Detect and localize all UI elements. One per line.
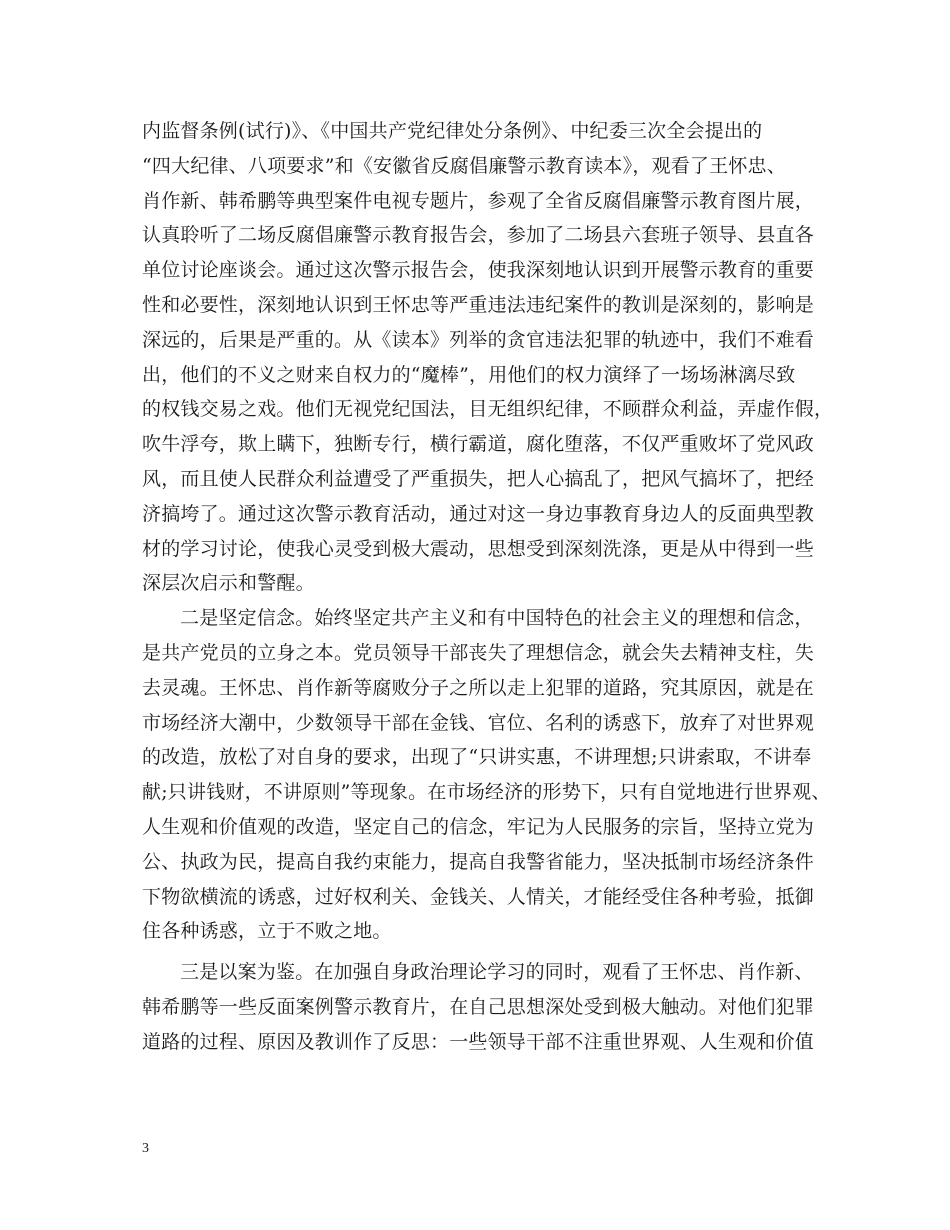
text-line: 济搞垮了。通过这次警示教育活动，通过对这一身边事教育身边人的反面典型教: [142, 502, 815, 525]
text-line: 肖作新、韩希鹏等典型案件电视专题片，参观了全省反腐倡廉警示教育图片展，: [142, 189, 815, 212]
text-line: “四大纪律、八项要求”和《安徽省反腐倡廉警示教育读本》，观看了王怀忠、: [142, 154, 786, 177]
text-line: 二是坚定信念。始终坚定共产主义和有中国特色的社会主义的理想和信念，: [180, 607, 814, 630]
text-line: 韩希鹏等一些反面案例警示教育片，在自己思想深处受到极大触动。对他们犯罪: [142, 995, 815, 1018]
paragraph: [142, 955, 815, 1059]
text-line: 出，他们的不义之财来自权力的“魔棒”，用他们的权力演绎了一场场淋漓尽致: [142, 363, 796, 386]
text-line: 的改造，放松了对自身的要求，出现了“只讲实惠，不讲理想;只讲索取，不讲奉: [142, 746, 812, 769]
text-line: 性和必要性，深刻地认识到王怀忠等严重违法违纪案件的教训是深刻的，影响是: [142, 293, 815, 316]
text-line: 风，而且使人民群众利益遭受了严重损失，把人心搞乱了，把风气搞坏了，把经: [142, 467, 815, 490]
text-line: 深远的，后果是严重的。从《读本》列举的贪官违法犯罪的轨迹中，我们不难看: [142, 328, 815, 351]
text-line: 市场经济大潮中，少数领导干部在金钱、官位、名利的诱惑下，放弃了对世界观: [142, 711, 815, 734]
text-line: 材的学习讨论，使我心灵受到极大震动，思想受到深刻洗涤，更是从中得到一些: [142, 537, 815, 560]
document-body: [142, 114, 834, 1060]
text-line: 的权钱交易之戏。他们无视党纪国法，目无组织纪律，不顾群众利益，弄虚作假，: [142, 398, 834, 421]
page-number: 3: [142, 1141, 149, 1156]
text-line: 下物欲横流的诱惑，过好权利关、金钱关、人情关，才能经受住各种考验，抵御: [142, 885, 815, 908]
paragraph: [142, 601, 831, 949]
text-line: 人生观和价值观的改造，坚定自己的信念，牢记为人民服务的宗旨，坚持立党为: [142, 815, 815, 838]
text-line: 去灵魂。王怀忠、肖作新等腐败分子之所以走上犯罪的道路，究其原因，就是在: [142, 676, 815, 699]
text-line: 住各种诱惑，立于不败之地。: [142, 920, 392, 943]
paragraph: [142, 114, 834, 601]
text-line: 献;只讲钱财，不讲原则”等现象。在市场经济的形势下，只有自觉地进行世界观、: [142, 781, 831, 804]
text-line: 单位讨论座谈会。通过这次警示报告会，使我深刻地认识到开展警示教育的重要: [142, 259, 815, 282]
text-line: 公、执政为民，提高自我约束能力，提高自我警省能力，坚决抵制市场经济条件: [142, 850, 815, 873]
text-line: 深层次启示和警醒。: [142, 572, 315, 595]
text-line: 吹牛浮夸，欺上瞒下，独断专行，横行霸道，腐化堕落，不仅严重败坏了党风政: [142, 433, 815, 456]
text-line: 是共产党员的立身之本。党员领导干部丧失了理想信念，就会失去精神支柱，失: [142, 641, 815, 664]
text-line: 认真聆听了二场反腐倡廉警示教育报告会，参加了二场县六套班子领导、县直各: [142, 224, 815, 247]
text-line: 道路的过程、原因及教训作了反思：一些领导干部不注重世界观、人生观和价值: [142, 1030, 815, 1053]
text-line: 内监督条例(试行)》、《中国共产党纪律处分条例》、中纪委三次全会提出的: [142, 120, 763, 142]
text-line: 三是以案为鉴。在加强自身政治理论学习的同时，观看了王怀忠、肖作新、: [180, 961, 814, 984]
